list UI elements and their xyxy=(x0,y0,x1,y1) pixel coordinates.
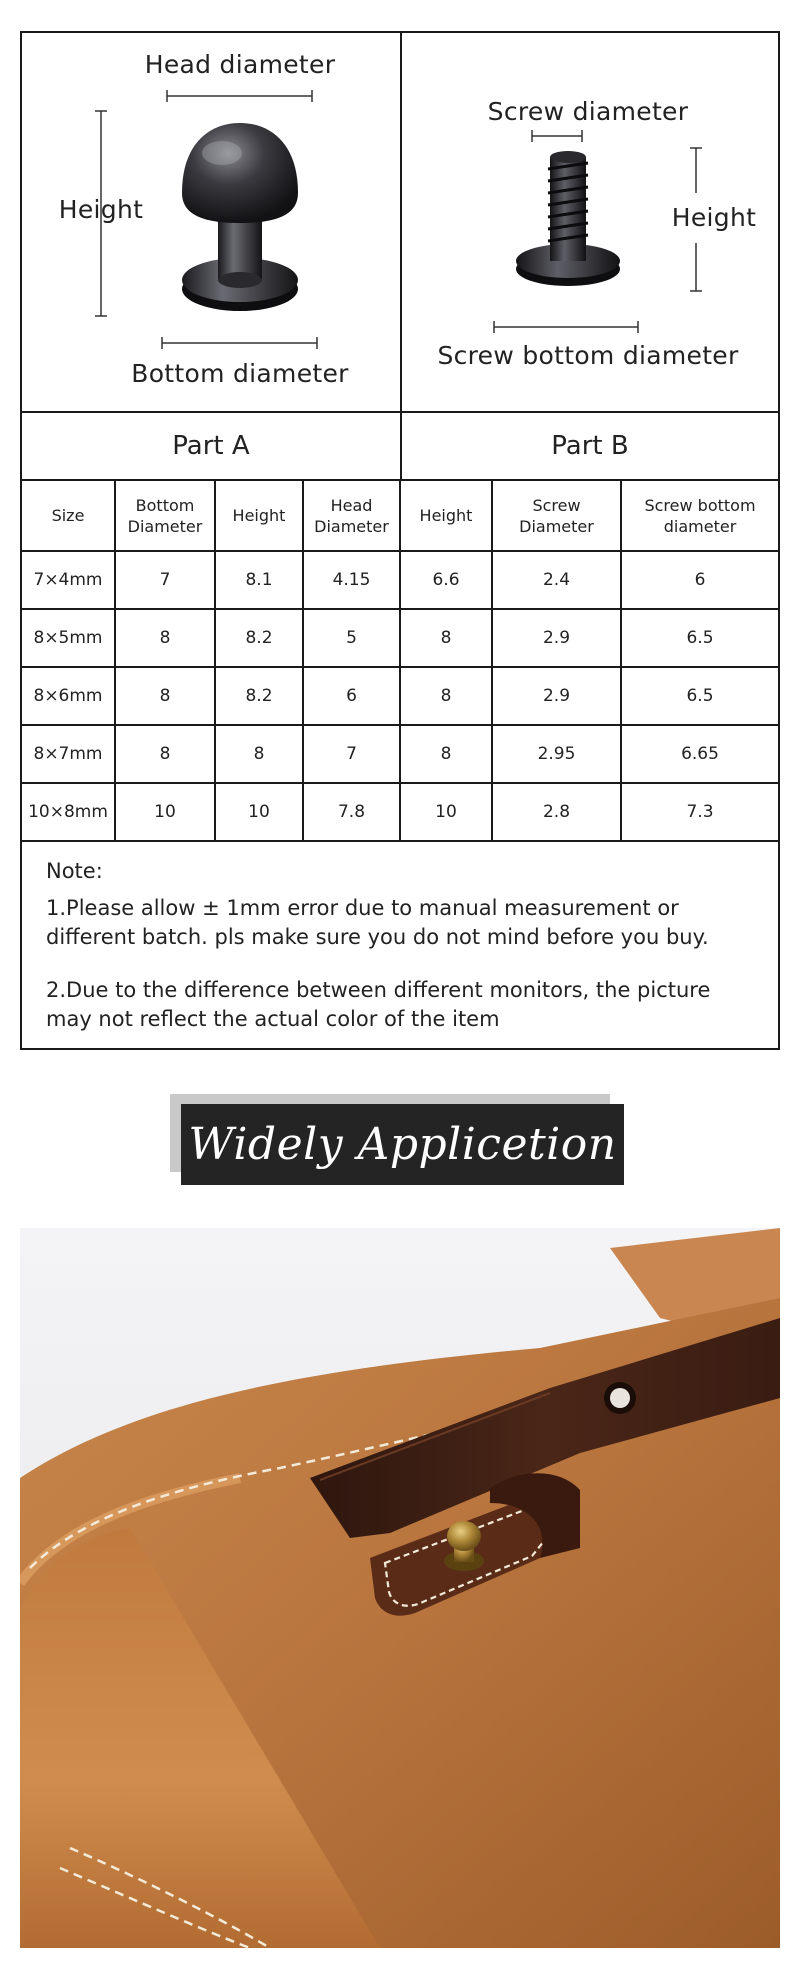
table-cell: 8 xyxy=(400,609,492,667)
note-line-2: 2.Due to the difference between different monitors, the picture may not reflect the actual color of the item xyxy=(46,978,711,1031)
table-row xyxy=(22,783,778,841)
table-header: Screw bottom diameter xyxy=(621,481,778,551)
note-title: Note: xyxy=(46,859,103,883)
table-cell: 4.15 xyxy=(303,551,400,609)
table-row xyxy=(22,667,778,725)
table-cell: 7 xyxy=(115,551,215,609)
table-cell: 8 xyxy=(400,725,492,783)
size-table xyxy=(22,481,778,842)
table-cell: 2.4 xyxy=(492,551,621,609)
screw-diameter-label: Screw diameter xyxy=(487,97,689,126)
table-cell: 8×7mm xyxy=(22,725,115,783)
table-row xyxy=(22,725,778,783)
table-row xyxy=(22,609,778,667)
table-cell: 6.6 xyxy=(400,551,492,609)
table-cell: 8 xyxy=(400,667,492,725)
table-cell: 8.1 xyxy=(215,551,303,609)
table-header: Bottom Diameter xyxy=(115,481,215,551)
table-cell: 7.3 xyxy=(621,783,778,841)
table-cell: 6.5 xyxy=(621,609,778,667)
table-cell: 7 xyxy=(303,725,400,783)
table-cell: 10 xyxy=(215,783,303,841)
screw-bottom-diameter-label: Screw bottom diameter xyxy=(437,341,739,370)
table-cell: 2.8 xyxy=(492,783,621,841)
part-a-diagram xyxy=(22,33,402,411)
table-cell: 7.8 xyxy=(303,783,400,841)
table-cell: 8.2 xyxy=(215,667,303,725)
part-headers xyxy=(22,413,778,481)
part-b-diagram xyxy=(402,33,778,411)
diagram-row xyxy=(22,33,778,413)
table-cell: 8 xyxy=(115,667,215,725)
table-row xyxy=(22,551,778,609)
part-a-title: Part A xyxy=(22,413,402,479)
table-cell: 6.5 xyxy=(621,667,778,725)
leather-bag-illustration xyxy=(20,1228,780,1948)
table-cell: 8 xyxy=(115,725,215,783)
part-b-title: Part B xyxy=(551,431,629,461)
table-cell: 2.9 xyxy=(492,667,621,725)
table-cell: 10 xyxy=(400,783,492,841)
table-cell: 5 xyxy=(303,609,400,667)
height-label-b: Height xyxy=(671,203,757,232)
note-line-1: 1.Please allow ± 1mm error due to manual measurement or different batch. pls make sure you do not mind before you buy. xyxy=(46,896,709,949)
table-cell: 8×6mm xyxy=(22,667,115,725)
table-header: Size xyxy=(22,481,115,551)
table-cell: 6.65 xyxy=(621,725,778,783)
section-banner: Widely Applicetion xyxy=(181,1104,624,1185)
table-cell: 7×4mm xyxy=(22,551,115,609)
application-photo xyxy=(20,1228,780,1948)
table-cell: 10 xyxy=(115,783,215,841)
table-cell: 8×5mm xyxy=(22,609,115,667)
bottom-diameter-label: Bottom diameter xyxy=(131,359,349,388)
spec-card xyxy=(20,31,780,1050)
note-section xyxy=(46,857,756,1034)
table-header: Head Diameter xyxy=(303,481,400,551)
table-cell: 6 xyxy=(303,667,400,725)
table-header: Height xyxy=(215,481,303,551)
height-label-a: Height xyxy=(58,195,144,224)
head-diameter-label: Head diameter xyxy=(144,50,336,79)
table-cell: 6 xyxy=(621,551,778,609)
table-cell: 8 xyxy=(215,725,303,783)
table-header: Screw Diameter xyxy=(492,481,621,551)
table-header: Height xyxy=(400,481,492,551)
table-header-row xyxy=(22,481,778,551)
table-cell: 8 xyxy=(115,609,215,667)
table-cell: 2.9 xyxy=(492,609,621,667)
table-cell: 2.95 xyxy=(492,725,621,783)
table-cell: 10×8mm xyxy=(22,783,115,841)
table-cell: 8.2 xyxy=(215,609,303,667)
